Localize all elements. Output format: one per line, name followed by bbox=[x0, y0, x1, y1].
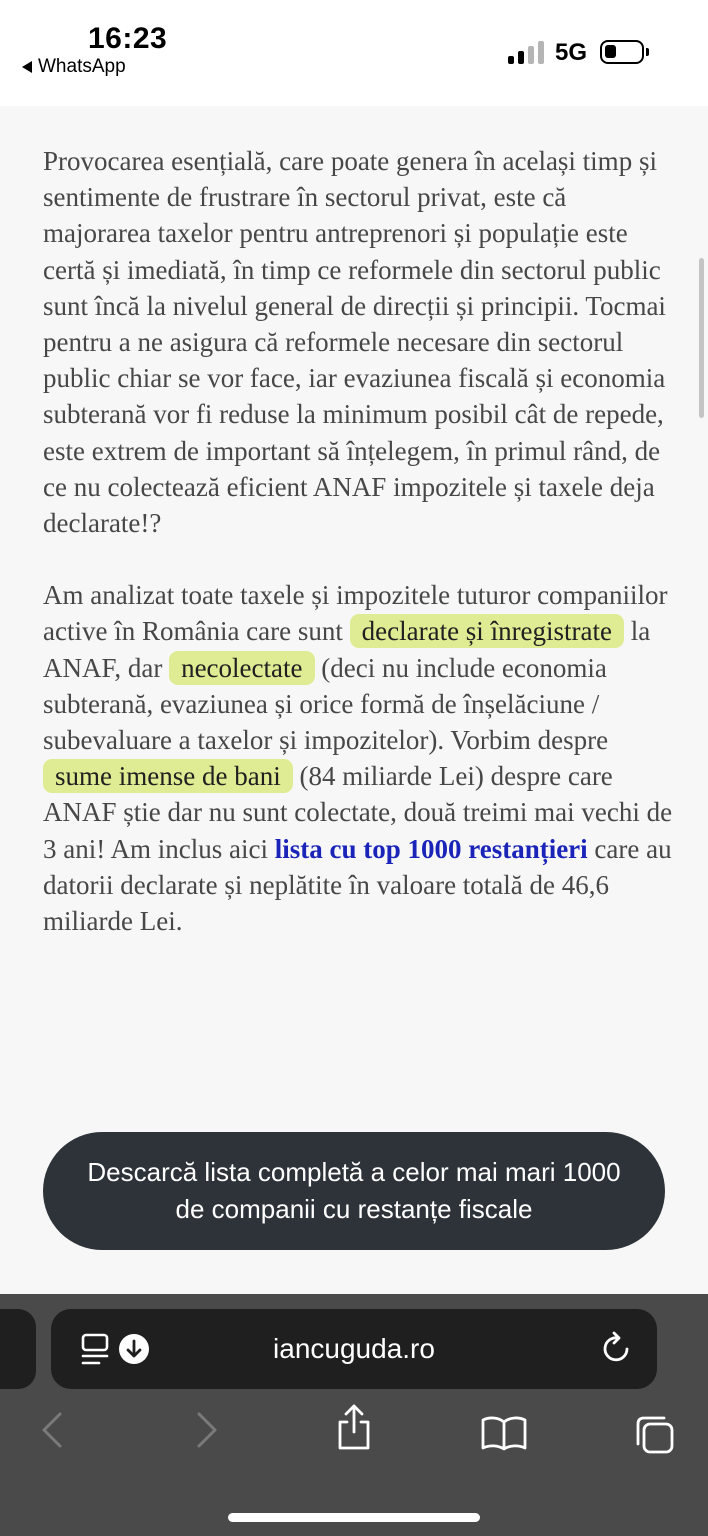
address-bar[interactable] bbox=[51, 1309, 657, 1389]
paragraph-text: care au datorii declarate și neplătite în valoare totală de 46,6 miliarde Lei. bbox=[43, 833, 672, 937]
cellular-signal-icon bbox=[508, 40, 544, 64]
share-icon[interactable] bbox=[334, 1402, 374, 1452]
home-indicator[interactable] bbox=[228, 1513, 480, 1522]
back-arrow-icon[interactable] bbox=[40, 1410, 66, 1450]
top-1000-list-link[interactable]: lista cu top 1000 restanțieri bbox=[274, 833, 588, 864]
article-paragraph-2 bbox=[43, 577, 673, 939]
battery-nub bbox=[646, 48, 649, 56]
status-bar bbox=[0, 0, 708, 106]
scroll-indicator[interactable] bbox=[699, 258, 704, 418]
article-paragraph-1: Provocarea esențială, care poate genera în același timp și sentimente de frustrare în sectorul privat, este că majorarea taxelor pentru antreprenori și populație este certă și imediată, în timp ce reformele din sectorul public sunt încă la nivelul general de direcții și principii. Tocmai pentru a ne asigura că reformele necesare din sectorul public chiar se vor face, iar evaziunea fiscală și economia subterană vor fi reduse la minimum posibil cât de repede, este extrem de important să înțelegem, în primul rând, de ce nu colectează eficient ANAF impozitele și taxele deja declarate!? bbox=[43, 146, 666, 539]
download-list-button[interactable] bbox=[43, 1132, 665, 1250]
back-triangle-icon bbox=[22, 61, 32, 73]
status-time: 16:23 bbox=[88, 22, 168, 55]
highlight-uncollected: necolectate bbox=[169, 651, 314, 685]
network-type: 5G bbox=[555, 39, 588, 66]
reload-icon[interactable] bbox=[601, 1331, 633, 1365]
download-list-label: Descarcă lista completă a celor mai mari 1000 de companii cu restanțe fiscale bbox=[87, 1157, 621, 1224]
article-body bbox=[43, 143, 673, 975]
forward-arrow-icon[interactable] bbox=[193, 1410, 219, 1450]
back-to-app-button[interactable] bbox=[22, 56, 126, 78]
url-text[interactable]: iancuguda.ro bbox=[273, 1333, 435, 1364]
paragraph-text: Am analizat toate taxele și impozitele tuturor companiilor active în România care sunt bbox=[43, 580, 668, 647]
back-app-label: WhatsApp bbox=[38, 56, 126, 77]
previous-tab-peek[interactable] bbox=[0, 1309, 36, 1389]
battery-icon bbox=[600, 40, 644, 64]
paragraph-text: (deci nu include economia subterană, evaziunea și orice formă de înșelăciune / subevaluare a taxelor și impozitelor). Vorbim despre bbox=[43, 652, 609, 756]
highlight-declared: declarate și înregistrate bbox=[350, 614, 624, 648]
highlight-huge-sums: sume imense de bani bbox=[43, 759, 293, 793]
paragraph-text: la ANAF, dar bbox=[43, 616, 651, 683]
bookmarks-icon[interactable] bbox=[480, 1414, 528, 1452]
tabs-icon[interactable] bbox=[632, 1414, 676, 1456]
browser-toolbar bbox=[0, 1294, 708, 1536]
paragraph-text: (84 miliarde Lei) despre care ANAF știe dar nu sunt colectate, două treimi mai vechi de 3 ani! Am inclus aici bbox=[43, 761, 673, 864]
